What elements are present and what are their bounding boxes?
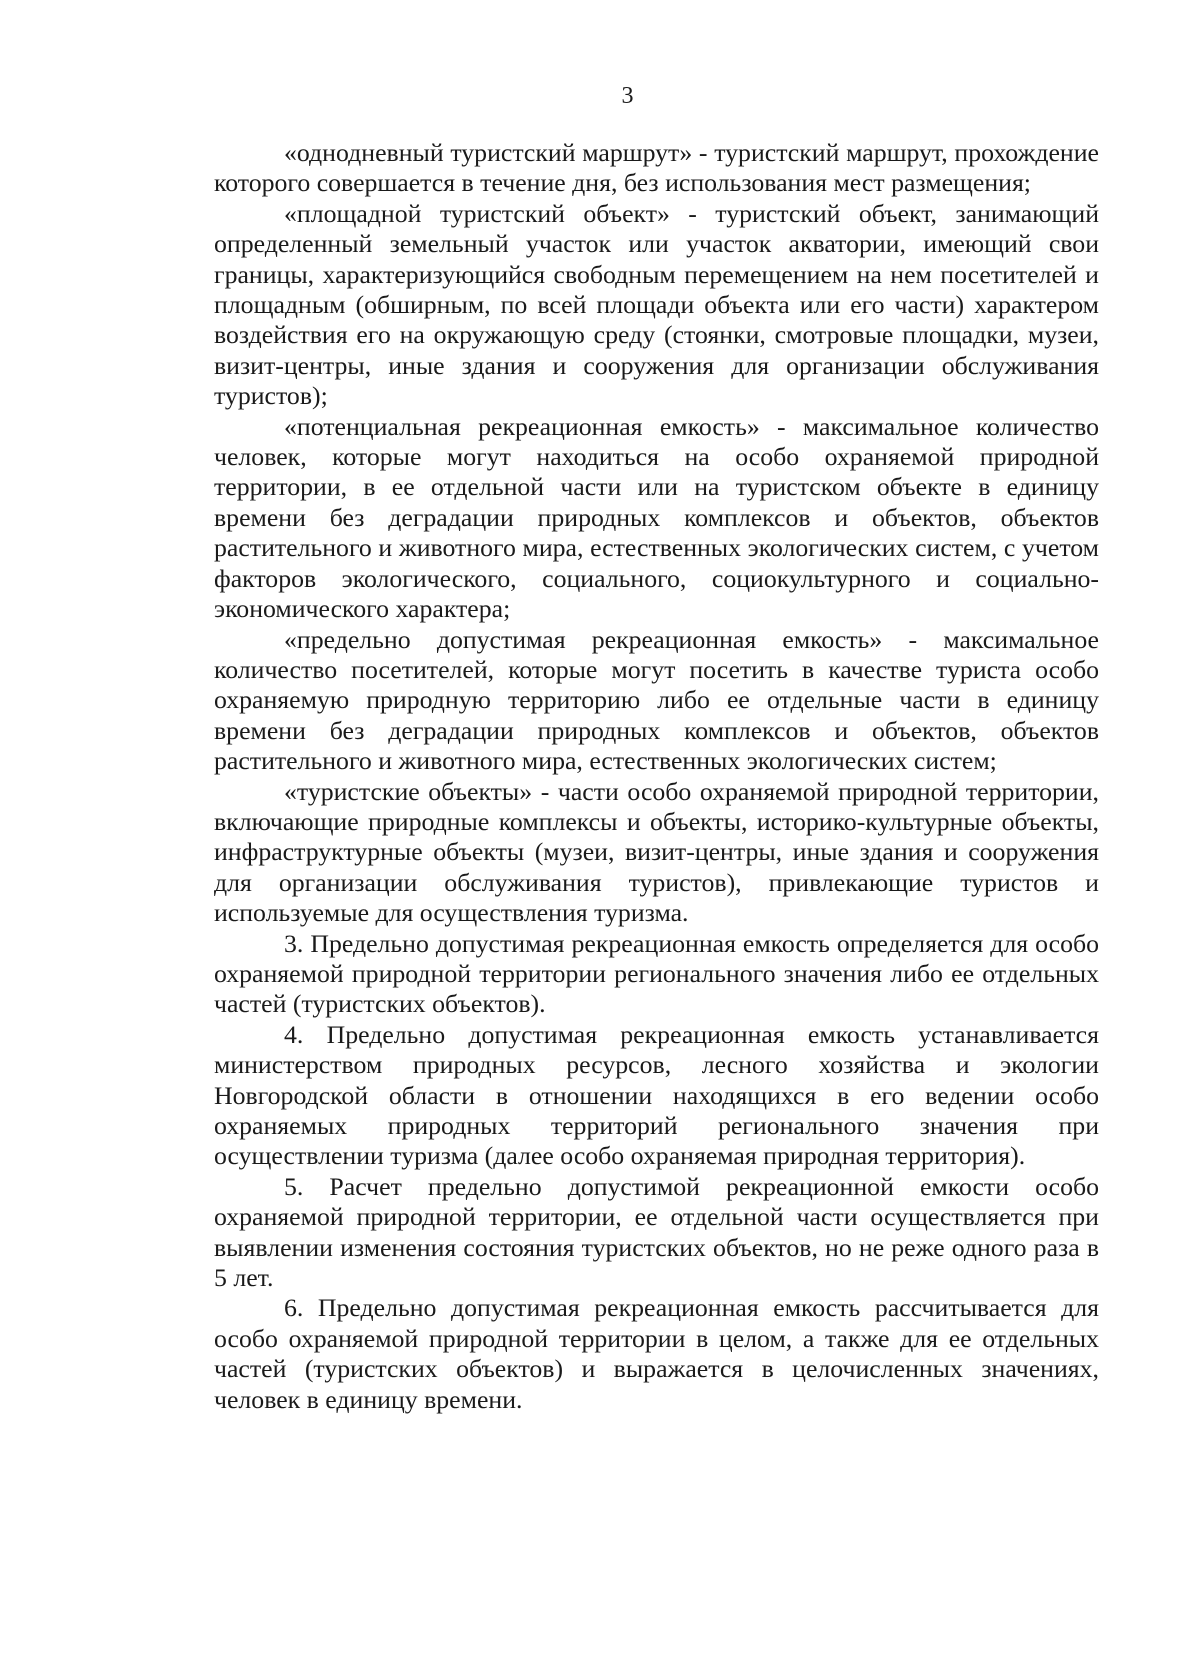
paragraph-potential-capacity: «потенциальная рекреационная емкость» - максимальное количество человек, которые могут находиться на особо охраняемой природной территории, в ее отдельной части или на туристском объекте в единицу времени без деградации природных комплексов и объектов, объектов растительного и животного мира, естественных экологических систем, с учетом факторов экологического, социального, социокультурного и социально-экономического характера; [214,411,1099,624]
paragraph-max-capacity: «предельно допустимая рекреационная емкость» - максимальное количество посетителей, которые могут посетить в качестве туриста особо охраняемую природную территорию либо ее отдельные части в единицу времени без деградации природных комплексов и объектов, объектов растительного и животного мира, естественных экологических систем; [214,624,1099,776]
paragraph-item-6: 6. Предельно допустимая рекреационная емкость рассчитывается для особо охраняемой природной территории в целом, а также для ее отдельных частей (туристских объектов) и выражается в целочисленных значениях, человек в единицу времени. [214,1293,1099,1414]
paragraph-area-object: «площадной туристский объект» - туристский объект, занимающий определенный земельный участок или участок акватории, имеющий свои границы, характеризующийся свободным перемещением на нем посетителей и площадным (обширным, по всей площади объекта или его части) характером воздействия его на окружающую среду (стоянки, смотровые площадки, музеи, визит-центры, иные здания и сооружения для организации обслуживания туристов); [214,198,1099,411]
page-number: 3 [621,83,634,109]
paragraph-item-3: 3. Предельно допустимая рекреационная емкость определяется для особо охраняемой природной территории регионального значения либо ее отдельных частей (туристских объектов). [214,928,1099,1019]
paragraph-item-5: 5. Расчет предельно допустимой рекреационной емкости особо охраняемой природной территории, ее отдельной части осуществляется при выявлении изменения состояния туристских объектов, но не реже одного раза в 5 лет. [214,1171,1099,1293]
paragraph-one-day-route: «однодневный туристский маршрут» - туристский маршрут, прохождение которого совершается в течение дня, без использования мест размещения; [214,138,1099,198]
paragraph-item-4: 4. Предельно допустимая рекреационная емкость устанавливается министерством природных ресурсов, лесного хозяйства и экологии Новгородской области в отношении находящихся в его ведении особо охраняемых природных территорий регионального значения при осуществлении туризма (далее особо охраняемая природная территория). [214,1019,1099,1171]
document-body [214,138,1099,1415]
paragraph-tourist-objects: «туристские объекты» - части особо охраняемой природной территории, включающие природные комплексы и объекты, историко-культурные объекты, инфраструктурные объекты (музеи, визит-центры, иные здания и сооружения для организации обслуживания туристов), привлекающие туристов и используемые для осуществления туризма. [214,776,1099,928]
